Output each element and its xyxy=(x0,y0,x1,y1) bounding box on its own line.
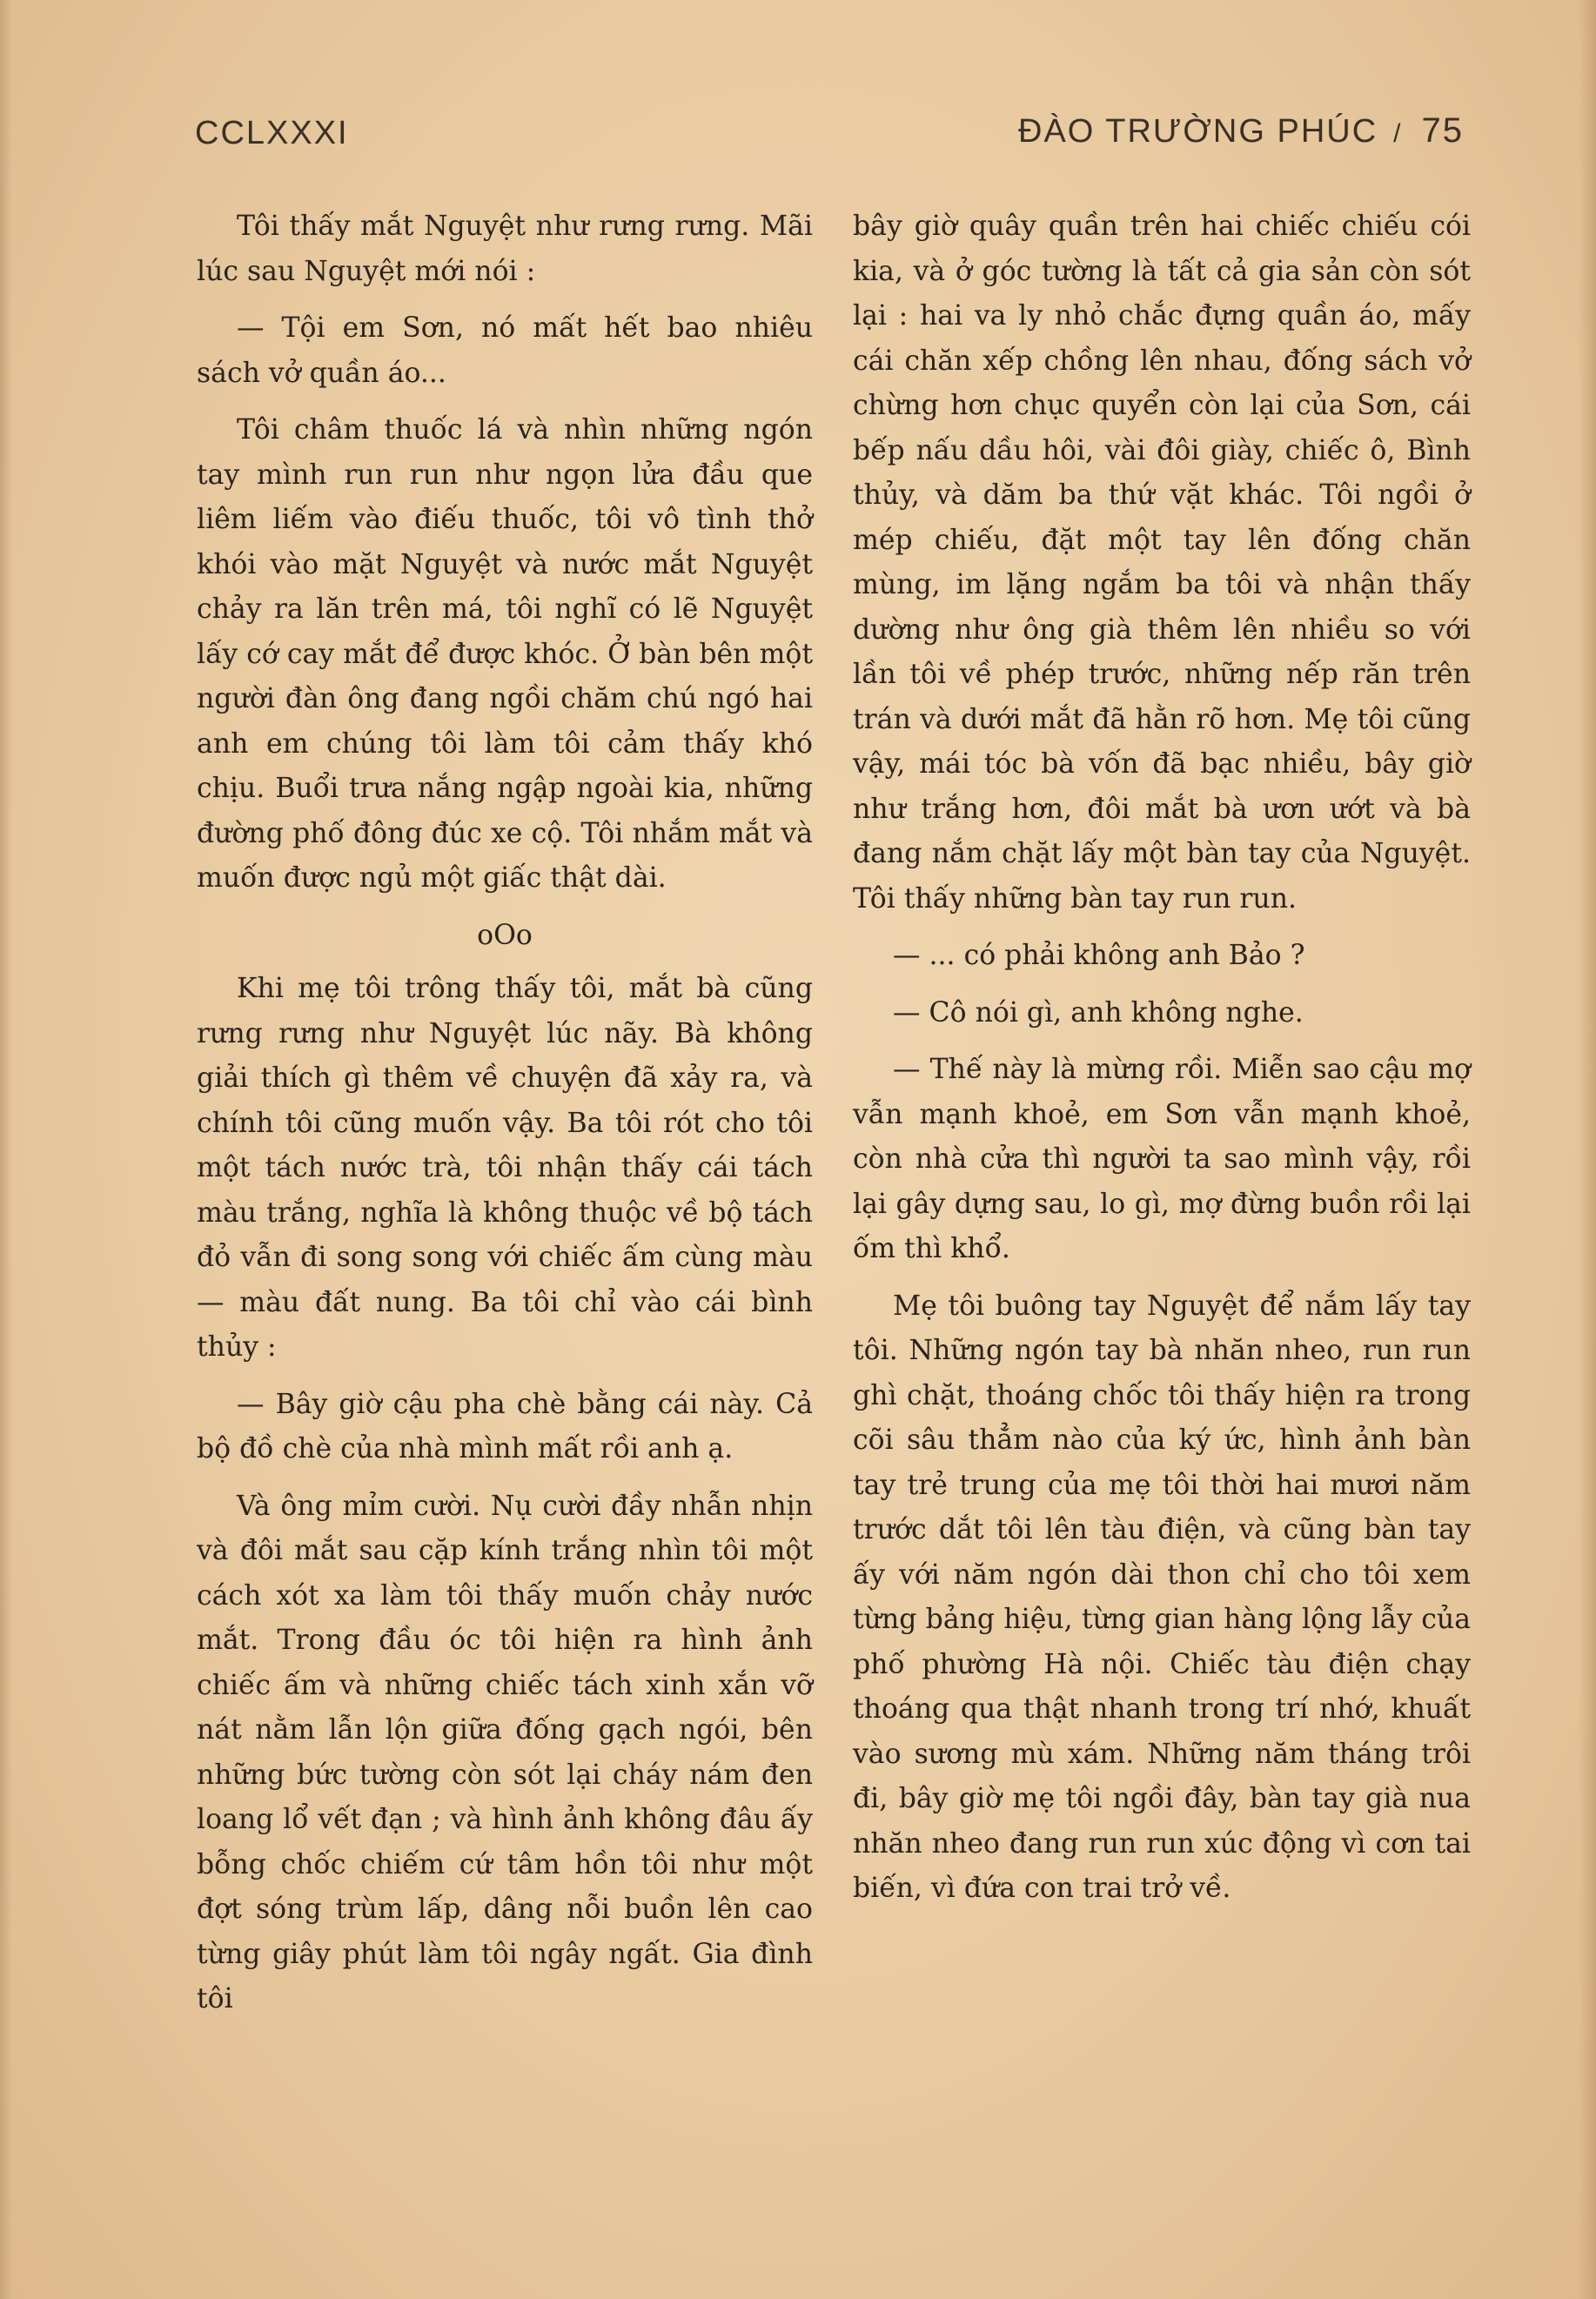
paragraph: Mẹ tôi buông tay Nguyệt để nắm lấy tay tôi. Những ngón tay bà nhăn nheo, run run ghì chặt, thoáng chốc tôi thấy hiện ra trong cõi sâu thẳm nào của ký ức, hình ảnh bàn tay trẻ trung của mẹ tôi thời hai mươi năm trước dắt tôi lên tàu điện, và cũng bàn tay ấy với năm ngón dài thon chỉ cho tôi xem từng bảng hiệu, từng gian hàng lộng lẫy của phố phường Hà nội. Chiếc tàu điện chạy thoáng qua thật nhanh trong trí nhớ, khuất vào sương mù xám. Những năm tháng trôi đi, bây giờ mẹ tôi ngồi đây, bàn tay già nua nhăn nheo đang run run xúc động vì cơn tai biến, vì đứa con trai trở về. xyxy=(853,1290,1471,1904)
dialogue-line: — Tội em Sơn, nó mất hết bao nhiêu sách vở quần áo... xyxy=(197,312,813,389)
paragraph: Tôi châm thuốc lá và nhìn những ngón tay mình run run như ngọn lửa đầu que liêm liếm vào điếu thuốc, tôi vô tình thở khói vào mặt Nguyệt và nước mắt Nguyệt chảy ra lăn trên má, tôi nghĩ có lẽ Nguyệt lấy cớ cay mắt để được khóc. Ở bàn bên một người đàn ông đang ngồi chăm chú ngó hai anh em chúng tôi làm tôi cảm thấy khó chịu. Buổi trưa nắng ngập ngoài kia, những đường phố đông đúc xe cộ. Tôi nhắm mắt và muốn được ngủ một giấc thật dài. xyxy=(197,414,813,894)
paragraph: Khi mẹ tôi trông thấy tôi, mắt bà cũng rưng rưng như Nguyệt lúc nãy. Bà không giải thích gì thêm về chuyện đã xảy ra, và chính tôi cũng muốn vậy. Ba tôi rót cho tôi một tách nước trà, tôi nhận thấy cái tách màu trắng, nghĩa là không thuộc về bộ tách đỏ vẫn đi song song với chiếc ấm cùng màu — màu đất nung. Ba tôi chỉ vào cái bình thủy : xyxy=(197,973,813,1363)
dialogue-line: — Thế này là mừng rồi. Miễn sao cậu mợ vẫn mạnh khoẻ, em Sơn vẫn mạnh khoẻ, còn nhà cửa thì người ta sao mình vậy, rồi lại gây dựng sau, lo gì, mợ đừng buồn rồi lại ốm thì khổ. xyxy=(853,1054,1471,1264)
page-edge-left xyxy=(0,0,12,2299)
running-header xyxy=(1018,111,1464,151)
section-divider: oOo xyxy=(477,919,533,951)
paragraph: bây giờ quây quần trên hai chiếc chiếu cói kia, và ở góc tường là tất cả gia sản còn sót lại : hai va ly nhỏ chắc đựng quần áo, mấy cái chăn xếp chồng lên nhau, đống sách vở chừng hơn chục quyển còn lại của Sơn, cái bếp nấu dầu hôi, vài đôi giày, chiếc ô, Bình thủy, và dăm ba thứ vặt khác. Tôi ngồi ở mép chiếu, đặt một tay lên đống chăn mùng, im lặng ngắm ba tôi và nhận thấy dường như ông già thêm lên nhiều so với lần tôi về phép trước, những nếp răn trên trán và dưới mắt đã hằn rõ hơn. Mẹ tôi cũng vậy, mái tóc bà vốn đã bạc nhiều, bây giờ như trắng hơn, đôi mắt bà ươn ướt và bà đang nắm chặt lấy một bàn tay của Nguyệt. Tôi thấy những bàn tay run run. xyxy=(853,211,1471,915)
header-separator: / xyxy=(1393,119,1403,148)
paragraph: Và ông mỉm cười. Nụ cười đầy nhẫn nhịn và đôi mắt sau cặp kính trắng nhìn tôi một cách xót xa làm tôi thấy muốn chảy nước mắt. Trong đầu óc tôi hiện ra hình ảnh chiếc ấm và những chiếc tách xinh xắn vỡ nát nằm lẫn lộn giữa đống gạch ngói, bên những bức tường còn sót lại cháy nám đen loang lổ vết đạn ; và hình ảnh không đâu ấy bỗng chốc chiếm cứ tâm hồn tôi như một đợt sóng trùm lấp, dâng nỗi buồn lên cao từng giây phút làm tôi ngây ngất. Gia đình tôi xyxy=(197,1490,813,2014)
dialogue-line: — ... có phải không anh Bảo ? xyxy=(893,940,1305,971)
issue-number: CCLXXXI xyxy=(195,115,349,151)
page-edge-right xyxy=(1579,0,1596,2299)
right-column xyxy=(853,204,1471,1924)
dialogue-line: — Cô nói gì, anh không nghe. xyxy=(893,996,1304,1029)
page-number: 75 xyxy=(1421,111,1464,150)
paragraph: Tôi thấy mắt Nguyệt như rưng rưng. Mãi lúc sau Nguyệt mới nói : xyxy=(197,211,813,287)
left-column xyxy=(197,204,813,2034)
dialogue-line: — Bây giờ cậu pha chè bằng cái này. Cả bộ đồ chè của nhà mình mất rồi anh ạ. xyxy=(197,1388,813,1465)
author-name: ĐÀO TRƯỜNG PHÚC xyxy=(1018,113,1378,150)
